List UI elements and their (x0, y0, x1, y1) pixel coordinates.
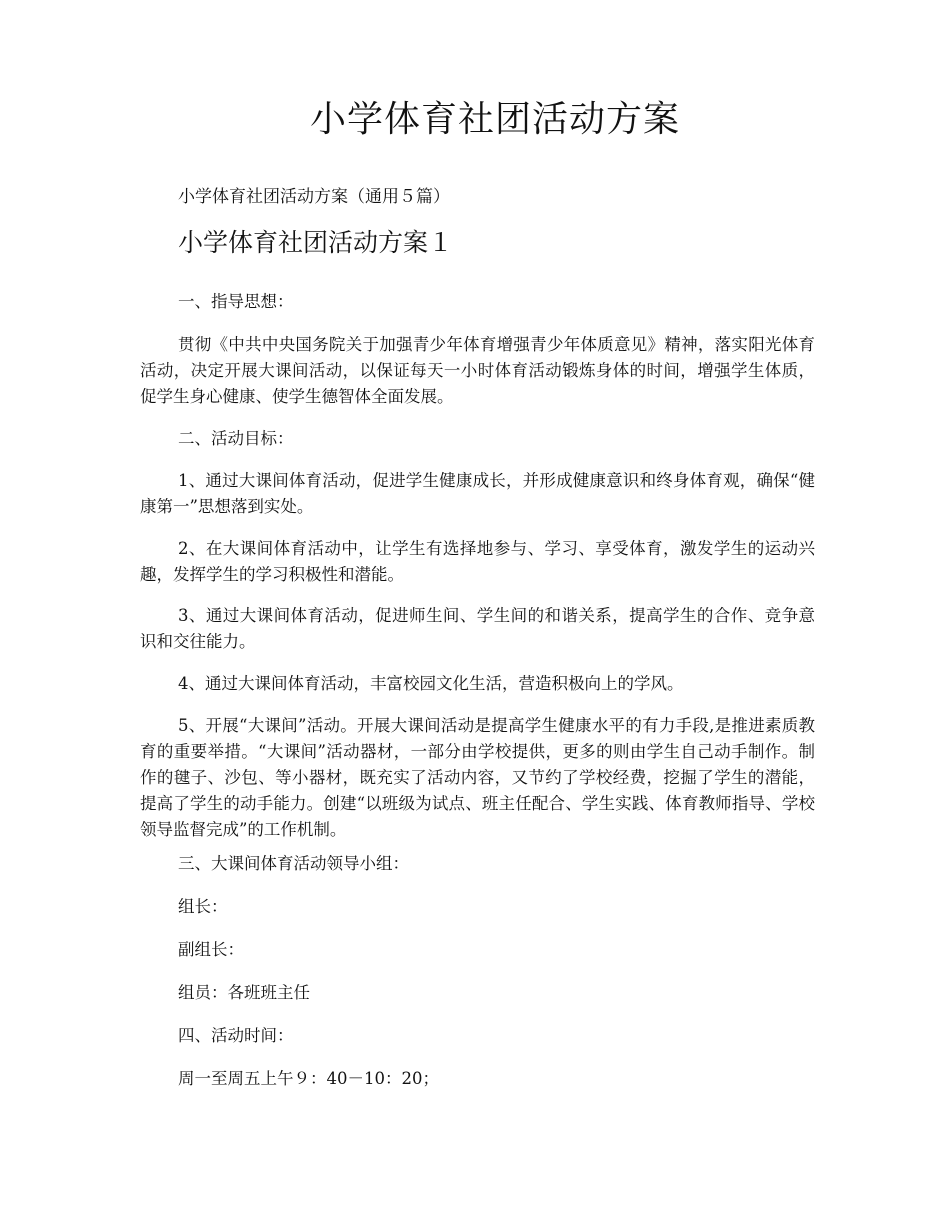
paragraph-goal-2: 2、在大课间体育活动中，让学生有选择地参与、学习、享受体育，激发学生的运动兴趣，发挥学生的学习积极性和潜能。 (140, 539, 815, 584)
section-heading: 小学体育社团活动方案１ (178, 228, 454, 257)
activity-time-line: 周一至周五上午９：40－10：20； (178, 1069, 439, 1088)
document-title: 小学体育社团活动方案 (309, 99, 680, 140)
document-subtitle: 小学体育社团活动方案（通用５篇） (178, 187, 450, 207)
paragraph-goal-4: 4、通过大课间体育活动，丰富校园文化生活，营造积极向上的学风。 (178, 674, 684, 693)
deputy-leader-line: 副组长： (178, 940, 244, 959)
heading-activity-time: 四、活动时间： (178, 1026, 294, 1045)
heading-guiding-ideology: 一、指导思想： (178, 292, 294, 311)
paragraph-goal-1: 1、通过大课间体育活动，促进学生健康成长，并形成健康意识和终身体育观，确保“健康第一”思想落到实处。 (140, 471, 815, 516)
paragraph-goal-3: 3、通过大课间体育活动，促进师生间、学生间的和谐关系，提高学生的合作、竞争意识和交往能力。 (140, 606, 815, 651)
paragraph-goal-5: 5、开展“大课间”活动。开展大课间活动是提高学生健康水平的有力手段,是推进素质教育的重要举措。“大课间”活动器材，一部分由学校提供，更多的则由学生自己动手制作。制作的毽子、沙包、等小器材，既充实了活动内容，又节约了学校经费，挖掘了学生的潜能，提高了学生的动手能力。创建“以班级为试点、班主任配合、学生实践、体育教师指导、学校领导监督完成”的工作机制。 (140, 716, 815, 839)
heading-activity-goals: 二、活动目标： (178, 429, 294, 448)
paragraph-guiding-ideology: 贯彻《中共中央国务院关于加强青少年体育增强青少年体质意见》精神，落实阳光体育活动，决定开展大课间活动，以保证每天一小时体育活动锻炼身体的时间，增强学生体质，促学生身心健康、使学生德智体全面发展。 (140, 335, 815, 406)
members-line: 组员：各班班主任 (178, 983, 310, 1002)
heading-leadership-group: 三、大课间体育活动领导小组： (178, 854, 409, 873)
leader-line: 组长： (178, 897, 228, 916)
